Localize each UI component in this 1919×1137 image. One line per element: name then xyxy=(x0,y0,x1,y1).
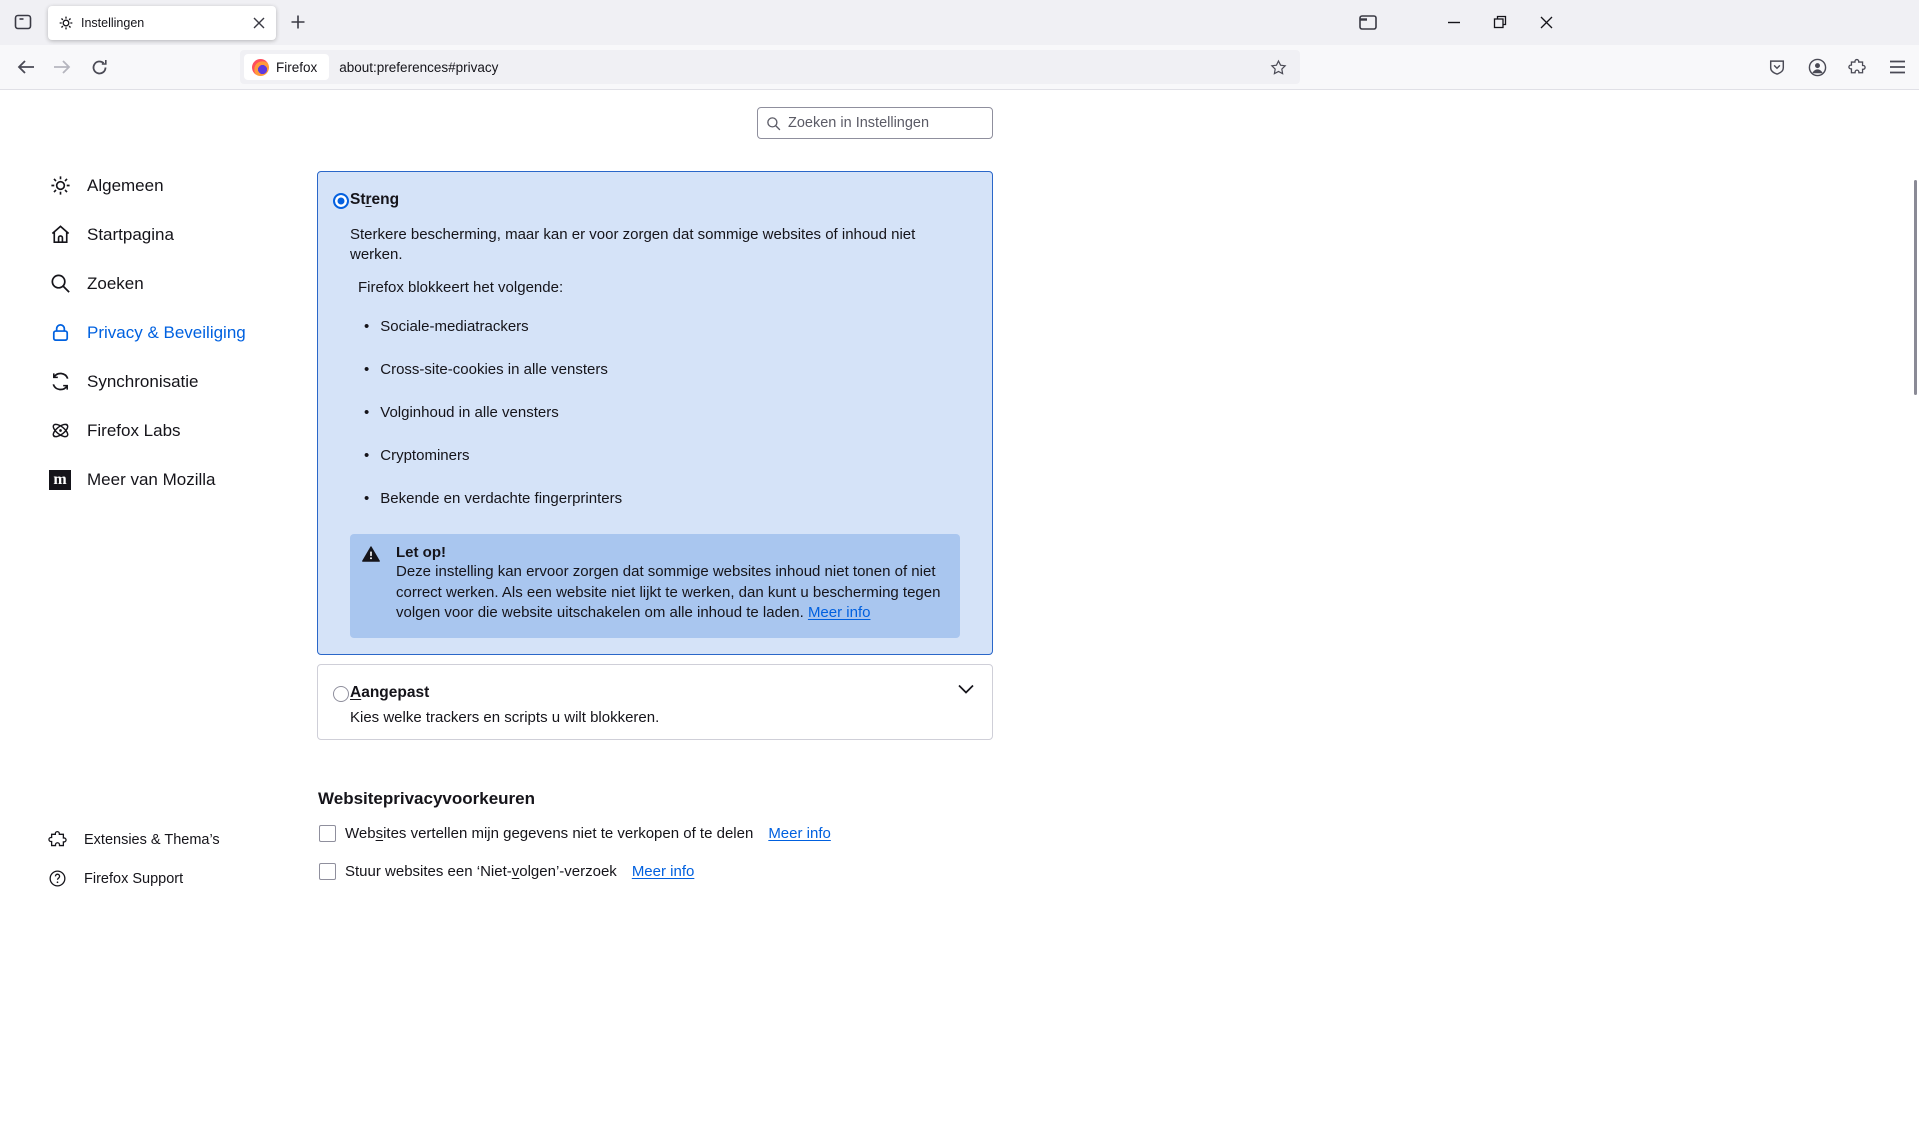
firefox-logo-icon xyxy=(252,59,269,76)
puzzle-icon xyxy=(1848,58,1866,76)
restore-icon xyxy=(1493,15,1507,29)
strict-title[interactable]: Streng xyxy=(350,191,400,208)
firefox-view-button[interactable] xyxy=(7,6,39,38)
restore-button[interactable] xyxy=(1484,6,1516,38)
home-icon xyxy=(48,223,72,247)
plus-icon xyxy=(290,14,306,30)
sidebar-item-zoeken[interactable] xyxy=(40,259,312,308)
sidebar-footer xyxy=(48,820,308,898)
warning-meer-info-link[interactable]: Meer info xyxy=(807,604,871,621)
reload-button[interactable] xyxy=(81,49,117,85)
new-tab-button[interactable] xyxy=(282,6,314,38)
sidebar-item-startpagina[interactable] xyxy=(40,210,312,259)
reload-icon xyxy=(91,59,108,76)
sidebar-item-privacy-beveiliging[interactable] xyxy=(40,308,312,357)
account-button[interactable] xyxy=(1799,49,1835,85)
custom-radio[interactable] xyxy=(333,686,349,702)
sidebar-item-label: Zoeken xyxy=(87,273,144,293)
navigation-bar xyxy=(0,45,1919,90)
settings-sidebar xyxy=(40,161,312,504)
pocket-shield-icon xyxy=(1768,58,1786,76)
search-input[interactable] xyxy=(788,115,984,131)
sidebar-item-label: Meer van Mozilla xyxy=(87,469,216,489)
strict-radio[interactable] xyxy=(333,193,349,209)
back-arrow-icon xyxy=(17,59,35,75)
sidebar-item-firefox-labs[interactable] xyxy=(40,406,312,455)
atom-icon xyxy=(48,419,72,443)
custom-protection-panel xyxy=(317,664,993,740)
tab-overview-button[interactable] xyxy=(1352,6,1384,38)
tab-bar xyxy=(0,0,1919,45)
warning-title: Let op! xyxy=(396,544,446,561)
strict-protection-panel xyxy=(317,171,993,655)
scrollbar-thumb[interactable] xyxy=(1914,180,1917,395)
window-close-button[interactable] xyxy=(1530,6,1562,38)
dnt-checkbox[interactable] xyxy=(319,863,336,880)
blocklist-item: • Volginhoud in alle vensters xyxy=(364,391,622,434)
gpc-checkbox-row xyxy=(319,825,831,842)
minimize-button[interactable] xyxy=(1438,6,1470,38)
minimize-icon xyxy=(1447,15,1461,29)
identity-label: Firefox xyxy=(276,59,318,75)
gear-icon xyxy=(48,174,72,198)
mozilla-icon: m xyxy=(48,468,72,492)
url-bar[interactable] xyxy=(240,50,1300,84)
blocklist-item: • Cross-site-cookies in alle vensters xyxy=(364,348,622,391)
question-circle-icon xyxy=(48,869,67,888)
warning-triangle-icon xyxy=(362,546,380,562)
warning-box xyxy=(350,534,960,638)
blocklist-intro: Firefox blokkeert het volgende: xyxy=(358,279,564,296)
sync-icon xyxy=(48,370,72,394)
website-privacy-heading: Websiteprivacyvoorkeuren xyxy=(318,789,535,808)
tab-close-icon[interactable] xyxy=(248,12,270,34)
bookmark-star-button[interactable] xyxy=(1264,53,1292,81)
tab-title: Instellingen xyxy=(81,16,145,30)
gpc-label[interactable]: Websites vertellen mijn gegevens niet te verkopen of te delen xyxy=(345,825,754,842)
forward-button[interactable] xyxy=(44,49,80,85)
settings-page xyxy=(0,90,1919,1137)
firefox-view-icon xyxy=(13,12,33,32)
custom-description: Kies welke trackers en scripts u wilt blokkeren. xyxy=(350,709,660,726)
footer-link-label: Extensies & Thema’s xyxy=(84,831,220,848)
blocklist xyxy=(364,305,622,520)
forward-arrow-icon xyxy=(53,59,71,75)
sidebar-item-label: Algemeen xyxy=(87,175,164,195)
extensions-button[interactable] xyxy=(1839,49,1875,85)
puzzle-icon xyxy=(48,830,67,849)
sidebar-item-meer-van-mozilla[interactable] xyxy=(40,455,312,504)
sidebar-item-label: Firefox Labs xyxy=(87,420,181,440)
blocklist-item: • Sociale-mediatrackers xyxy=(364,305,622,348)
sidebar-item-algemeen[interactable] xyxy=(40,161,312,210)
blocklist-item: • Bekende en verdachte fingerprinters xyxy=(364,477,622,520)
pocket-button[interactable] xyxy=(1759,49,1795,85)
gpc-meer-info-link[interactable]: Meer info xyxy=(768,825,831,842)
gpc-checkbox[interactable] xyxy=(319,825,336,842)
gear-icon xyxy=(58,15,74,31)
settings-search[interactable] xyxy=(757,107,993,139)
account-icon xyxy=(1808,58,1827,77)
dnt-label[interactable]: Stuur websites een ‘Niet-volgen’-verzoek xyxy=(345,863,617,880)
search-icon xyxy=(48,272,72,296)
chevron-down-icon[interactable] xyxy=(958,684,974,694)
sidebar-item-synchronisatie[interactable] xyxy=(40,357,312,406)
menu-button[interactable] xyxy=(1879,49,1915,85)
back-button[interactable] xyxy=(8,49,44,85)
custom-title[interactable]: Aangepast xyxy=(350,684,430,701)
search-icon xyxy=(766,116,781,131)
identity-chip[interactable] xyxy=(244,54,329,80)
lock-icon xyxy=(48,321,72,345)
dnt-meer-info-link[interactable]: Meer info xyxy=(631,863,695,880)
blocklist-item: • Cryptominers xyxy=(364,434,622,477)
warning-text: Deze instelling kan ervoor zorgen dat sommige websites inhoud niet tonen of niet correct werken. Als een website niet lijkt te werken, dan kunt u bescherming tegen volgen voor die website uitschakelen om alle inhoud te laden. Meer info xyxy=(396,563,941,621)
sidebar-item-label: Privacy & Beveiliging xyxy=(87,322,246,342)
close-icon xyxy=(1540,16,1553,29)
extensions-themes-link[interactable] xyxy=(48,820,308,859)
footer-link-label: Firefox Support xyxy=(84,870,184,887)
sidebar-item-label: Startpagina xyxy=(87,224,174,244)
strict-description: Sterkere bescherming, maar kan er voor zorgen dat sommige websites of inhoud niet werken. xyxy=(350,226,916,263)
dnt-checkbox-row xyxy=(319,863,694,880)
url-text: about:preferences#privacy xyxy=(339,59,499,75)
firefox-support-link[interactable] xyxy=(48,859,308,898)
tab-instellingen[interactable] xyxy=(48,6,276,40)
window-icon xyxy=(1359,15,1377,30)
sidebar-item-label: Synchronisatie xyxy=(87,371,199,391)
hamburger-icon xyxy=(1889,60,1906,74)
